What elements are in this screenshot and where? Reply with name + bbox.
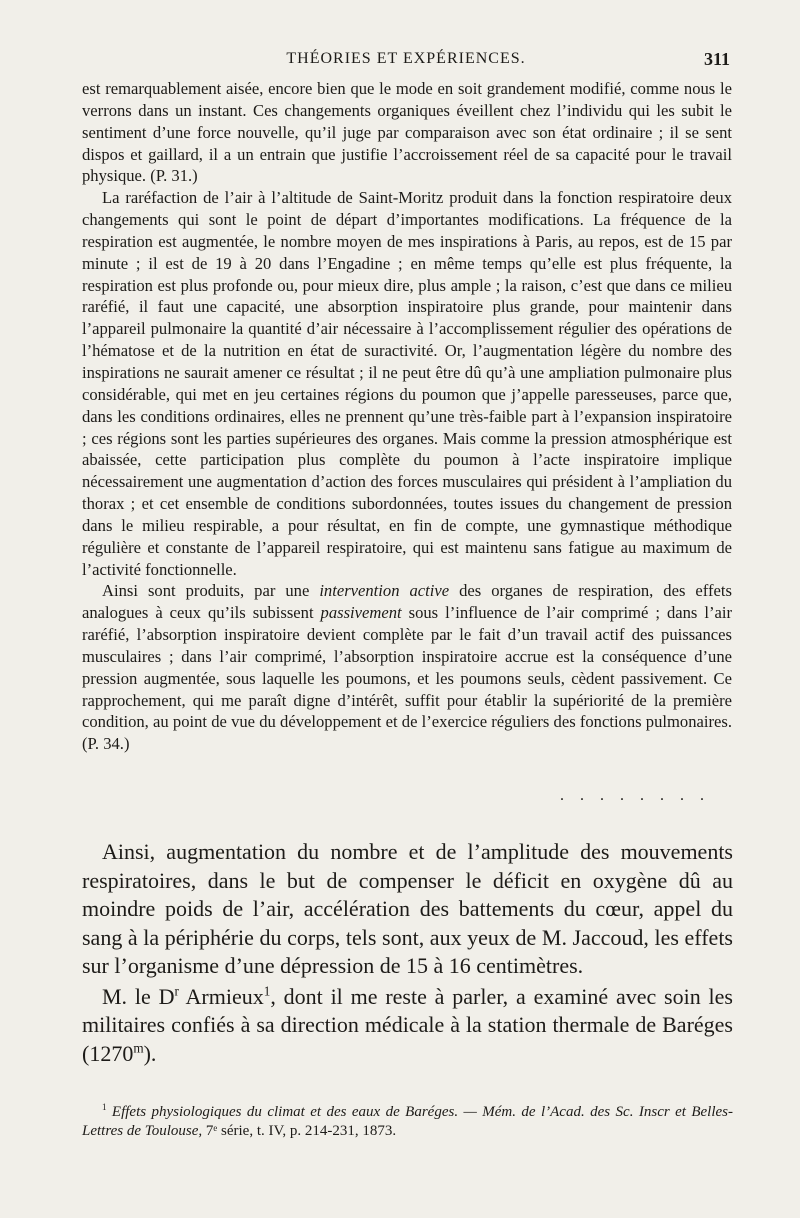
body-paragraph-1: Ainsi, augmentation du nombre et de l’amplitude des mouvements respiratoires, dans le but de compenser le déficit en oxygène dû au moindre poids de l’air, accélération des battements du cœur, appel du sang à la périphérie du corps, tels sont, aux yeux de M. Jaccoud, les effets sur l’organisme d’une dépression de 15 à 16 centimètres. — [82, 839, 733, 978]
running-title: THÉORIES ET EXPÉRIENCES. — [286, 50, 526, 67]
footnote-title: Effets physiologiques du climat et des eaux de Baréges. — Mém. de l’Acad. des Sc. Inscr et Belles-Lettres de Toulouse, — [82, 1104, 733, 1139]
running-head — [82, 50, 730, 72]
footnote-marker: 1 — [102, 1102, 107, 1112]
quote-paragraph-2: La raréfaction de l’air à l’altitude de Saint-Moritz produit dans la fonction respiratoire deux changements qui sont le point de départ d’importantes modifications. La fréquence de la respiration est augmentée, le nombre moyen de mes inspirations à Paris, au repos, est de 15 par minute ; il est de 19 à 20 dans l’Engadine ; en même temps qu’elle est plus fréquente, la respiration est plus profonde ou, pour mieux dire, plus ample ; la raison, c’est que dans ce milieu raréfié, il faut une capacité, une absorption inspiratoire plus grande, pour maintenir dans l’appareil pulmonaire la quantité d’air nécessaire à l’accomplissement régulier des opérations de l’hématose et de la nutrition en état de suractivité. Or, l’augmentation légère du nombre des inspirations ne saurait amener ce résultat ; il ne peut être dû qu’à une ampliation pulmonaire plus considérable, qui met en jeu certaines régions du poumon que j’appelle paresseuses, parce que, dans les conditions ordinaires, elles ne prennent qu’une très-faible part à l’expansion inspiratoire ; ces régions sont les parties supérieures des organes. Mais comme la pression atmosphérique est abaissée, cette participation plus complète du poumon à l’acte inspiratoire implique nécessairement une augmentation d’action des forces musculaires qui président à l’ampliation du thorax ; et cet ensemble de conditions subordonnées, toutes issues du changement de pression dans le milieu respirable, a pour résultat, en fin de compte, une gymnastique méthodique régulière et constante de l’appareil respiratoire, qui est maintenu sans fatigue au maximum de l’activité fonctionnelle. — [82, 188, 732, 579]
doctor-superscript: r — [174, 983, 179, 999]
main-text — [82, 838, 733, 1068]
body-p2-text-d: ). — [143, 1040, 157, 1066]
quote-p3-emphasis-active: intervention active — [319, 581, 450, 601]
quote-paragraph-1: est remarquablement aisée, encore bien que le mode en soit grandement modifié, comme nous le verrons dans un instant. Ces changements organiques éveillent chez l’individu qui les subit le sentiment d’une force nouvelle, qu’il juge par comparaison avec son état ordinaire ; il se sent dispos et gaillard, il a un entrain que justifie l’accroissement réel de sa capacité pour le travail physique. (P. 31.) — [82, 79, 732, 186]
footnote — [82, 1103, 733, 1141]
body-p2-text-c: , dont il me reste à parler, a examiné avec soin les militaires confiés à sa direction médicale à la station thermale de Baréges (1270 — [82, 983, 733, 1066]
body-paragraph-2 — [82, 983, 733, 1069]
footnote-citation: 7ᵉ série, t. IV, p. 214-231, 1873. — [202, 1123, 397, 1139]
quoted-passage — [82, 78, 732, 755]
footnote-reference: 1 — [263, 983, 271, 999]
quote-p3-emphasis-passive: passivement — [320, 603, 402, 623]
page-number: 311 — [703, 49, 730, 69]
body-p2-text-a: M. le D — [102, 983, 175, 1009]
quote-p3-text-c: sous l’influence de l’air comprimé ; dans l’air raréfié, l’absorption inspiratoire devient complète par le fait d’un travail actif des puissances musculaires ; dans l’air comprimé, l’absorption inspiratoire accrue est la conséquence d’une pression augmentée, sous laquelle les poumons, et les poumons seuls, cèdent passivement. Ce rapprochement, qui me paraît digne d’intérêt, suffit pour établir la supériorité de la première condition, au point de vue du développement et de l’exercice réguliers des fonctions pulmonaires. (P. 34.) — [82, 603, 732, 754]
meter-superscript: m — [133, 1040, 144, 1056]
quote-p3-text-b: des organes de respiration, des effets analogues à ceux qu’ils subissent — [82, 581, 732, 623]
ellipsis-dots: . . . . . . . . — [560, 787, 710, 804]
quote-paragraph-3 — [82, 580, 732, 755]
quote-p3-text-a: Ainsi sont produits, par une — [102, 581, 320, 601]
body-p2-text-b: Armieux — [178, 983, 264, 1009]
